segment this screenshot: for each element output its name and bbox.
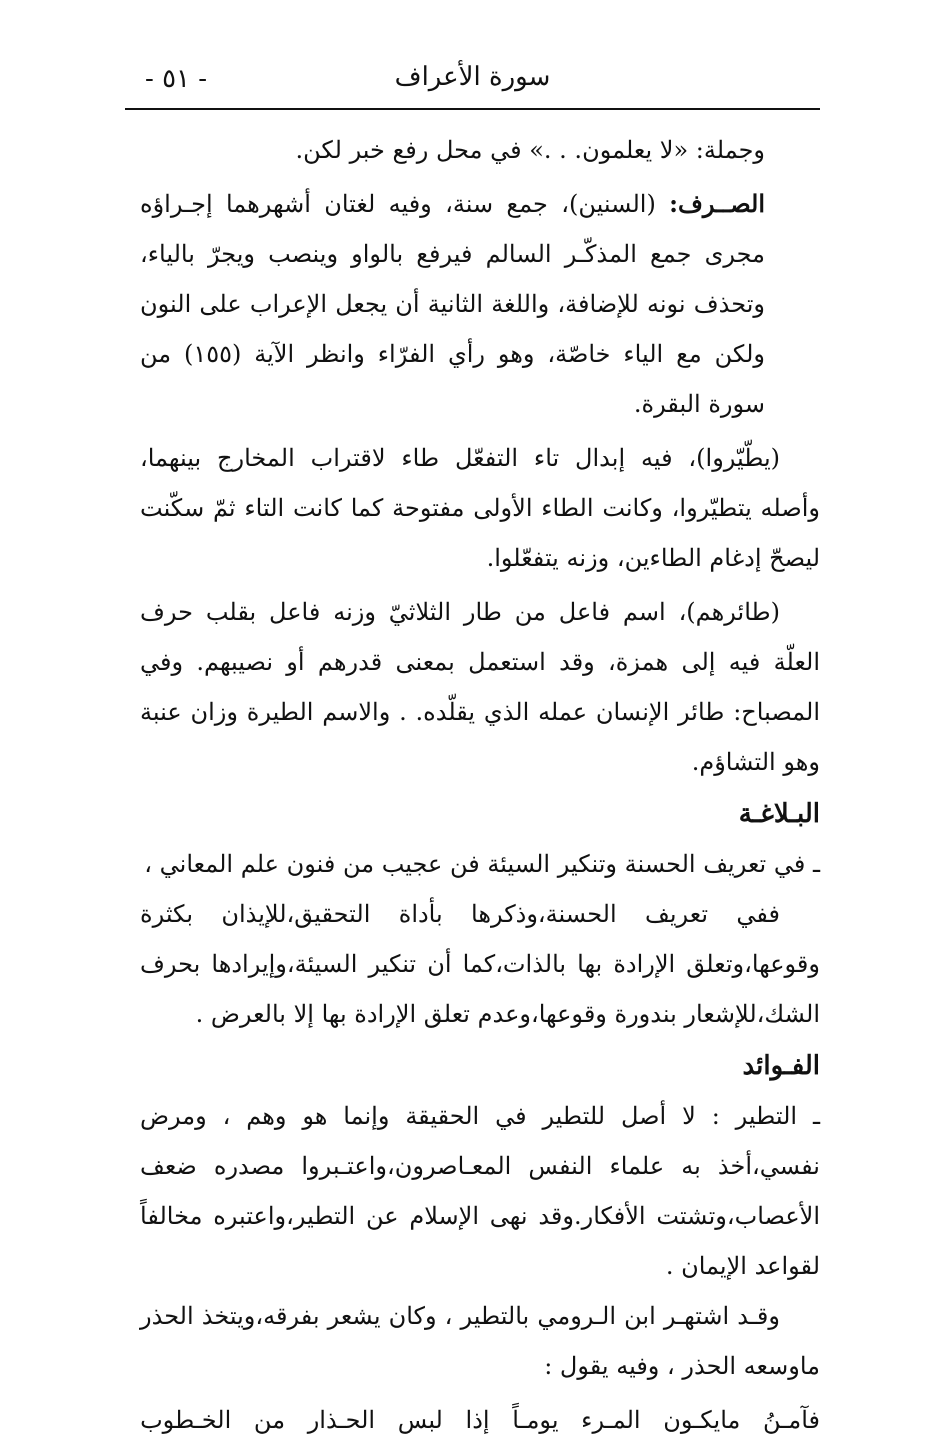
poem-word: المـرء [581,1406,641,1434]
surah-title: سورة الأعراف [394,62,551,92]
paragraph-yattayyaru: (يطّيّروا)، فيه إبدال تاء التفعّل طاء لاقتراب المخارج بينهما، وأصله يتطيّروا، وكانت الطاء الأولى مفتوحة كما كانت التاء ثمّ سكّنت ليصحّ إدغام الطاءين، وزنه يتفعّلوا. [140,444,820,572]
sarf-label: الصــرف: [669,189,765,218]
poem-word: يومـاً [512,1406,559,1434]
poem-word: من [253,1406,286,1434]
poem-word: لبس [397,1406,443,1434]
page-header [125,58,820,110]
sarf-text: (السنين)، جمع سنة، وفيه لغتان أشهرهما إجـراؤه مجرى جمع المذكّـر السالم فيرفع بالواو وينصب ويجرّ بالياء، وتحذف نونه للإضافة، واللغة الثانية أن يجعل الإعراب على النون ولكن مع الياء خاصّة، وهو رأي الفرّاء وانظر الآية (١٥٥) من سورة البقرة. [140,190,765,418]
fawaid-heading: الفـوائد [742,1051,820,1081]
paragraph-tairuhum: (طائرهم)، اسم فاعل من طار الثلاثيّ وزنه فاعل بقلب حرف العلّة فيه إلى همزة، وقد استعمل بمعنى قدرهم أو نصيبهم. وفي المصباح: طائر الإنسان عمله الذي يقلّده. . والاسم الطيرة وزان عنبة وهو التشاؤم. [140,598,820,776]
poem-word: فآمـنُ [763,1406,820,1434]
paragraph-tatayyur: ـ التطير : لا أصل للتطير في الحقيقة وإنما هو وهم ، ومرض نفسي،أخذ به علماء النفس المعـاصرون،واعتـبروا مصدره ضعف الأعصاب،وتشتت الأفكار.وقد نهى الإسلام عن التطير،واعتبره مخالفاً لقواعد الإيمان . [140,1102,820,1280]
paragraph-sarf [140,179,820,429]
paragraph-jumla: وجملة: «لا يعلمون. . .» في محل رفع خبر لكن. [295,136,765,164]
poem-word: الحـذار [307,1406,376,1434]
page-number: - ٥١ - [145,64,208,94]
paragraph-balagha-detail: ففي تعريف الحسنة،وذكرها بأداة التحقيق،للإيذان بكثرة وقوعها،وتعلق الإرادة بها بالذات،كما أن تنكير السيئة،وإيرادها بحرف الشك،للإشعار بندورة وقوعها،وعدم تعلق الإرادة بها إلا بالعرض . [140,900,820,1028]
page-body [140,125,820,1445]
paragraph-ibn-rumi: وقـد اشتهـر ابن الـرومي بالتطير ، وكان يشعر بفرقه،ويتخذ الحذر ماوسعه الحذر ، وفيه يقول : [140,1302,820,1380]
poem-word: إذا [465,1406,490,1434]
poem-verse [140,1395,820,1445]
balagha-heading: البـلاغـة [738,799,820,829]
paragraph-balagha-intro: ـ في تعريف الحسنة وتنكير السيئة فن عجيب من فنون علم المعاني ، [144,850,820,878]
poem-word: مايكـون [663,1406,741,1434]
poem-word: الخـطوب [140,1406,232,1434]
